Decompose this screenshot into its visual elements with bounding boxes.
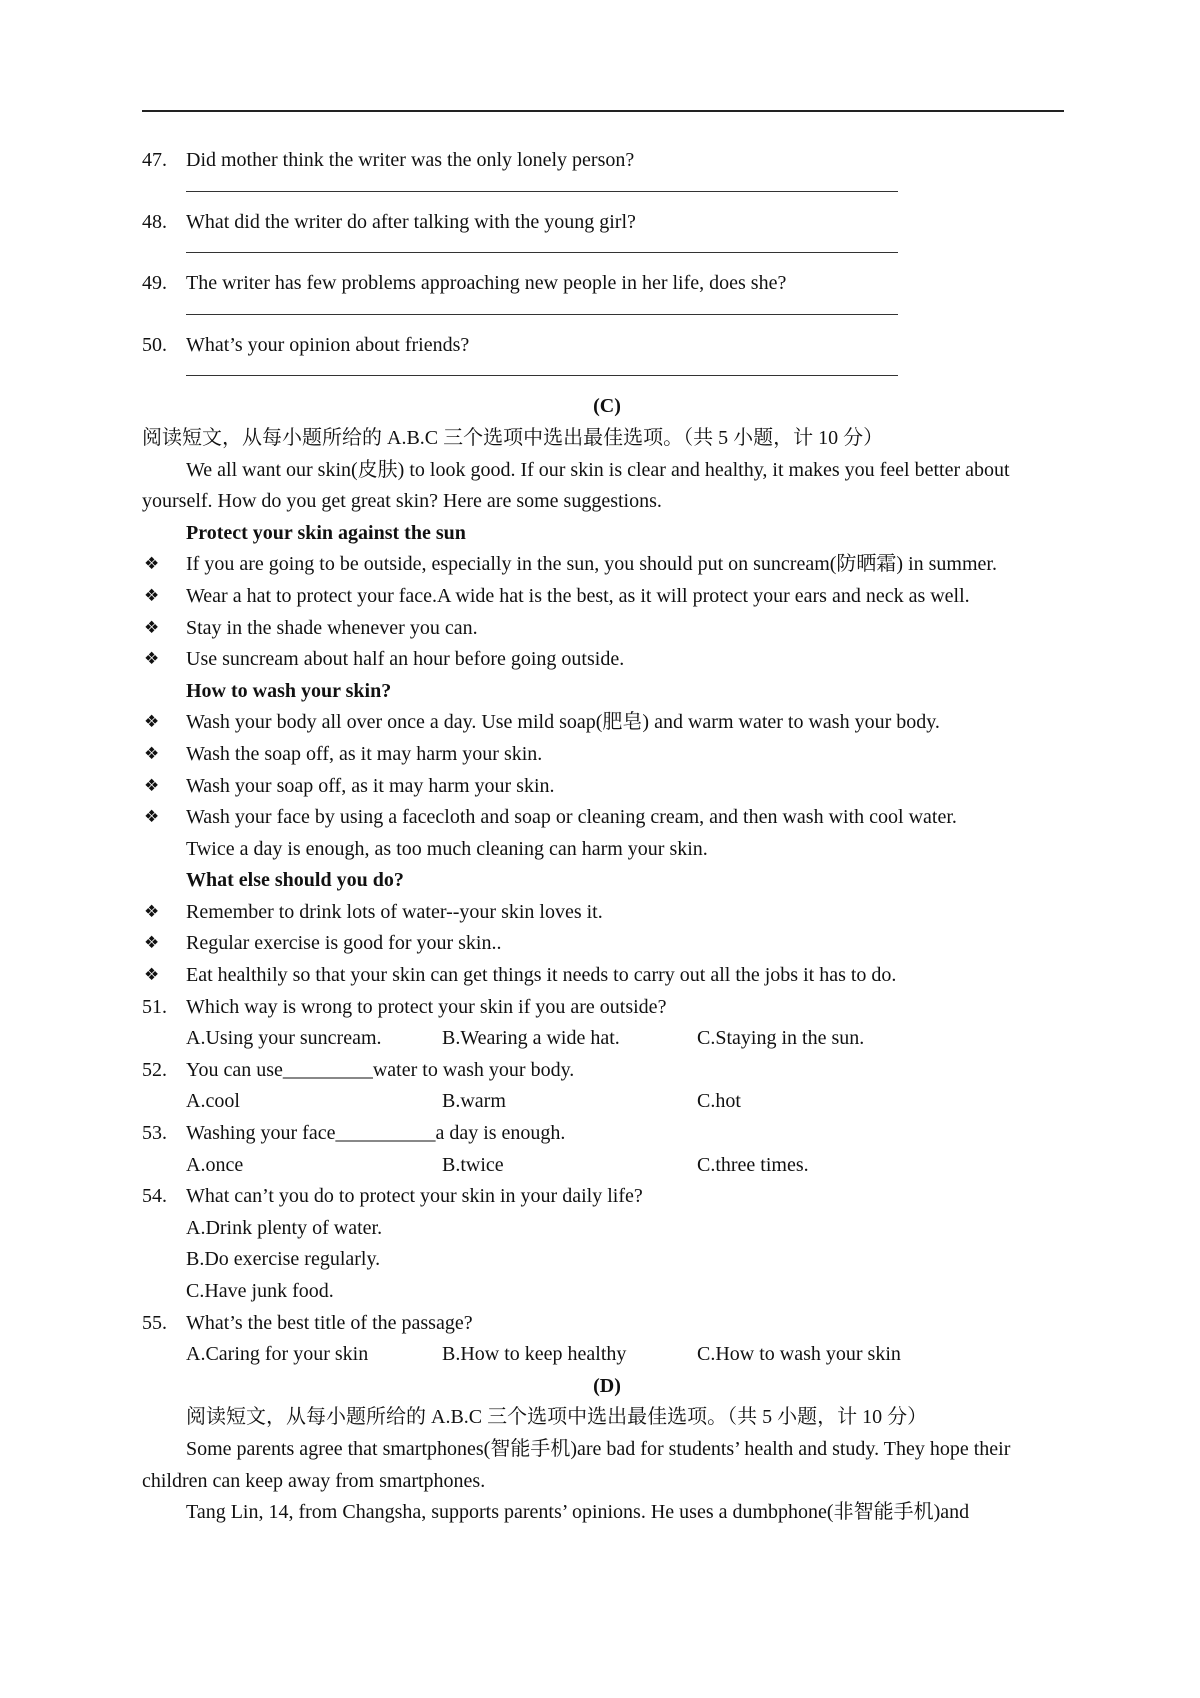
question-text: What did the writer do after talking with the young girl? — [186, 210, 636, 233]
list-item — [142, 707, 1072, 739]
section-d-instruction: 阅读短文，从每小题所给的 A.B.C 三个选项中选出最佳选项。（共 5 小题，计 10 分） — [186, 1406, 928, 1429]
option-b[interactable]: B.warm — [442, 1090, 506, 1113]
list-item — [142, 581, 1072, 613]
option-b[interactable]: B.Do exercise regularly. — [186, 1248, 381, 1271]
question-54 — [142, 1181, 1072, 1213]
list-item-text: Regular exercise is good for your skin.. — [186, 932, 502, 955]
options-row — [142, 1023, 1072, 1055]
question-53 — [142, 1118, 1072, 1150]
bullet-icon: ❖ — [144, 901, 160, 922]
list-item-text: Wear a hat to protect your face.A wide hat is the best, as it will protect your ears and neck as well. — [186, 584, 970, 607]
answer-line[interactable] — [142, 300, 1072, 330]
subheading-else: What else should you do? — [186, 869, 404, 892]
section-c-instruction: 阅读短文，从每小题所给的 A.B.C 三个选项中选出最佳选项。（共 5 小题，计 10 分） — [142, 426, 884, 449]
list-item-text: Stay in the shade whenever you can. — [186, 616, 478, 639]
question-number: 49. — [142, 272, 167, 295]
option-b[interactable]: B.Wearing a wide hat. — [442, 1027, 620, 1050]
question-text: Which way is wrong to protect your skin if you are outside? — [186, 995, 667, 1018]
list-item — [142, 802, 1072, 834]
list-item — [142, 739, 1072, 771]
option-c[interactable]: C.Have junk food. — [186, 1280, 334, 1302]
question-51 — [142, 992, 1072, 1024]
question-49 — [142, 268, 1072, 300]
section-d-paragraph: Tang Lin, 14, from Changsha, supports parents’ opinions. He uses a dumbphone(非智能手机)and — [186, 1501, 970, 1524]
question-47 — [142, 145, 1072, 177]
question-text: Washing your face__________a day is enough. — [186, 1122, 566, 1145]
question-number: 52. — [142, 1058, 167, 1081]
top-rule — [142, 110, 1064, 112]
list-item — [142, 928, 1072, 960]
question-50 — [142, 330, 1072, 362]
option-a[interactable]: A.Caring for your skin — [186, 1343, 369, 1366]
question-number: 55. — [142, 1311, 167, 1334]
answer-line[interactable] — [142, 177, 1072, 207]
question-48 — [142, 207, 1072, 239]
bullet-icon: ❖ — [144, 585, 160, 606]
list-item-continuation: Twice a day is enough, as too much cleaning can harm your skin. — [186, 837, 708, 860]
exam-page — [142, 145, 1072, 1529]
question-number: 47. — [142, 149, 167, 171]
question-number: 50. — [142, 333, 167, 356]
answer-line[interactable] — [142, 361, 1072, 391]
option-a[interactable]: A.once — [186, 1153, 244, 1176]
option-a[interactable]: A.Using your suncream. — [186, 1027, 382, 1050]
options-row — [142, 1086, 1072, 1118]
question-text: You can use_________water to wash your body. — [186, 1058, 575, 1081]
bullet-icon: ❖ — [144, 712, 160, 733]
question-number: 53. — [142, 1122, 167, 1145]
section-d-heading: (D) — [593, 1374, 621, 1397]
list-item-text: Wash your soap off, as it may harm your skin. — [186, 774, 555, 797]
list-item-text: Wash the soap off, as it may harm your skin. — [186, 742, 543, 765]
list-item — [142, 897, 1072, 929]
section-c-heading: (C) — [593, 395, 621, 418]
bullet-icon: ❖ — [144, 743, 160, 764]
bullet-icon: ❖ — [144, 649, 160, 670]
option-b[interactable]: B.twice — [442, 1153, 504, 1176]
bullet-icon: ❖ — [144, 965, 160, 986]
bullet-icon: ❖ — [144, 775, 160, 796]
section-d-paragraph: Some parents agree that smartphones(智能手机)are bad for students’ health and study. They hope their children can keep away from smartphones. — [142, 1437, 1011, 1492]
answer-line[interactable] — [142, 238, 1072, 268]
option-a[interactable]: A.Drink plenty of water. — [186, 1216, 383, 1239]
list-item — [142, 549, 1072, 581]
list-item — [142, 960, 1072, 992]
question-text: The writer has few problems approaching new people in her life, does she? — [186, 272, 787, 295]
question-number: 51. — [142, 995, 167, 1018]
bullet-icon: ❖ — [144, 807, 160, 828]
bullet-icon: ❖ — [144, 617, 160, 638]
option-c[interactable]: C.Staying in the sun. — [697, 1027, 865, 1050]
options-row — [142, 1150, 1072, 1182]
option-c[interactable]: C.three times. — [697, 1153, 809, 1176]
question-text: Did mother think the writer was the only lonely person? — [186, 149, 635, 171]
option-a[interactable]: A.cool — [186, 1090, 240, 1113]
question-number: 54. — [142, 1185, 167, 1208]
option-b[interactable]: B.How to keep healthy — [442, 1343, 627, 1366]
list-item — [142, 644, 1072, 676]
list-item-text: Wash your body all over once a day. Use mild soap(肥皂) and warm water to wash your body. — [186, 711, 940, 734]
bullet-icon: ❖ — [144, 554, 160, 575]
list-item-text: If you are going to be outside, especially in the sun, you should put on suncream(防晒霜) in summer. — [186, 553, 997, 576]
question-text: What’s your opinion about friends? — [186, 333, 470, 356]
options-row — [142, 1339, 1072, 1371]
list-item-text: Remember to drink lots of water--your skin loves it. — [186, 900, 603, 923]
list-item — [142, 771, 1072, 803]
question-55 — [142, 1308, 1072, 1340]
list-item-text: Use suncream about half an hour before going outside. — [186, 648, 625, 671]
question-number: 48. — [142, 210, 167, 233]
question-text: What’s the best title of the passage? — [186, 1311, 473, 1334]
option-c[interactable]: C.hot — [697, 1090, 741, 1113]
list-item — [142, 613, 1072, 645]
question-52 — [142, 1055, 1072, 1087]
open-questions — [142, 145, 1072, 391]
list-item-text: Wash your face by using a facecloth and soap or cleaning cream, and then wash with cool water. — [186, 806, 957, 829]
question-text: What can’t you do to protect your skin in your daily life? — [186, 1185, 643, 1208]
bullet-icon: ❖ — [144, 933, 160, 954]
subheading-wash: How to wash your skin? — [186, 679, 392, 702]
option-c[interactable]: C.How to wash your skin — [697, 1343, 901, 1366]
subheading-protect: Protect your skin against the sun — [186, 521, 466, 544]
section-c-intro: We all want our skin(皮肤) to look good. If our skin is clear and healthy, it makes you feel better about yourself. How do you get great skin? Here are some suggestions. — [142, 458, 1010, 513]
list-item-text: Eat healthily so that your skin can get things it needs to carry out all the jobs it has to do. — [186, 964, 897, 987]
